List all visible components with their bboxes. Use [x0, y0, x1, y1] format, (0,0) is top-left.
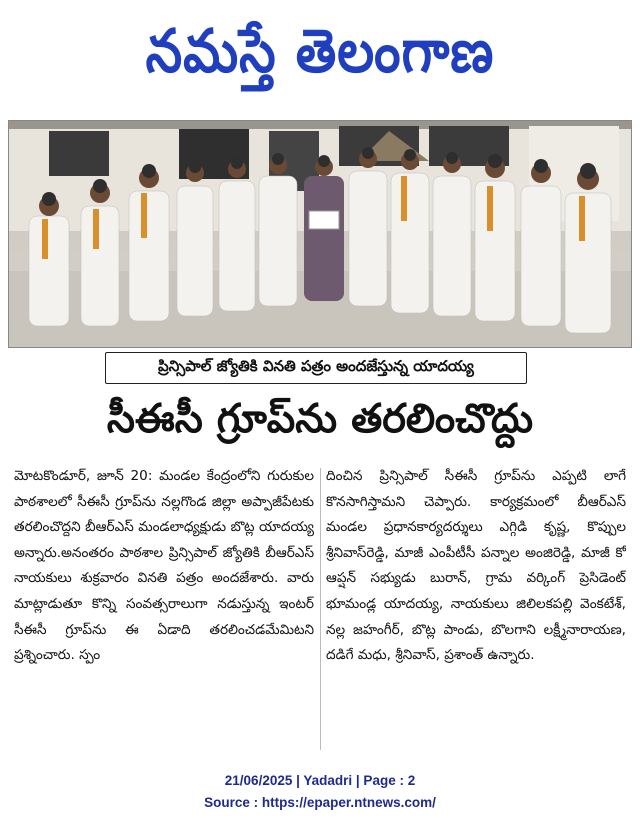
news-photo [8, 120, 632, 348]
group-photo-illustration [9, 121, 631, 347]
source-link[interactable]: Source : https://epaper.ntnews.com/ [204, 795, 436, 810]
masthead [0, 0, 640, 118]
page-footer [0, 770, 640, 820]
article-body [14, 464, 626, 754]
column-divider [320, 468, 321, 750]
article-column-1: మోటకొండూర్, జూన్ 20: మండల కేంద్రంలోని గురుకుల పాఠశాలలో సీఈసీ గ్రూప్‌ను నల్లగొండ జిల్లా అప్పాజీపేటకు తరలించొద్దని బీఆర్‌ఎస్ మండలాధ్యక్షుడు బొట్ల యాదయ్య అన్నారు.అనంతరం పాఠశాల ప్రిన్సిపాల్ జ్యోతికి బీఆర్‌ఎస్ నాయకులు శుక్రవారం వినతి పత్రం అందజేశారు. వారు మాట్లాడుతూ కొన్ని సంవత్సరాలుగా నడుస్తున్న ఇంటర్ సీఈసీ గ్రూప్‌ను ఈ ఏడాది తరలించడమేమిటని ప్రశ్నించారు. స్పం [14, 468, 314, 664]
edition-dateline: 21/06/2025 | Yadadri | Page : 2 [224, 773, 416, 788]
article-column-2: దించిన ప్రిన్సిపాల్ సీఈసీ గ్రూప్‌ను ఎప్పటి లాగే కొనసాగిస్తామని చెప్పారు. కార్యక్రమంలో బీఆర్‌ఎస్ మండల ప్రధానకార్యదర్శులు ఎగ్గిడి కృష్ణ, కొప్పుల శ్రీనివాస్‌రెడ్డి, మాజీ ఎంపీటీసీ పన్నాల అంజిరెడ్డి, మాజీ కో ఆప్షన్ సభ్యుడు బురాన్, గ్రామ వర్కింగ్ ప్రెసిడెంట్ భూమండ్ల యాదయ్య, నాయకులు జిలిలకపల్లి వెంకటేశ్, నల్ల జహంగీర్, బొట్ల పాండు, బొలగాని లక్ష్మీనారాయణ, దడిగే మధు, శ్రీనివాస్, ప్రశాంత్ ఉన్నారు. [326, 468, 626, 664]
newspaper-logo: నమస్తే తెలంగాణ [145, 17, 495, 87]
photo-caption: ప్రిన్సిపాల్ జ్యోతికి వినతి పత్రం అందజేస్తున్న యాదయ్య [105, 352, 527, 384]
article-headline: సీఈసీ గ్రూప్‌ను తరలించొద్దు [106, 396, 534, 442]
